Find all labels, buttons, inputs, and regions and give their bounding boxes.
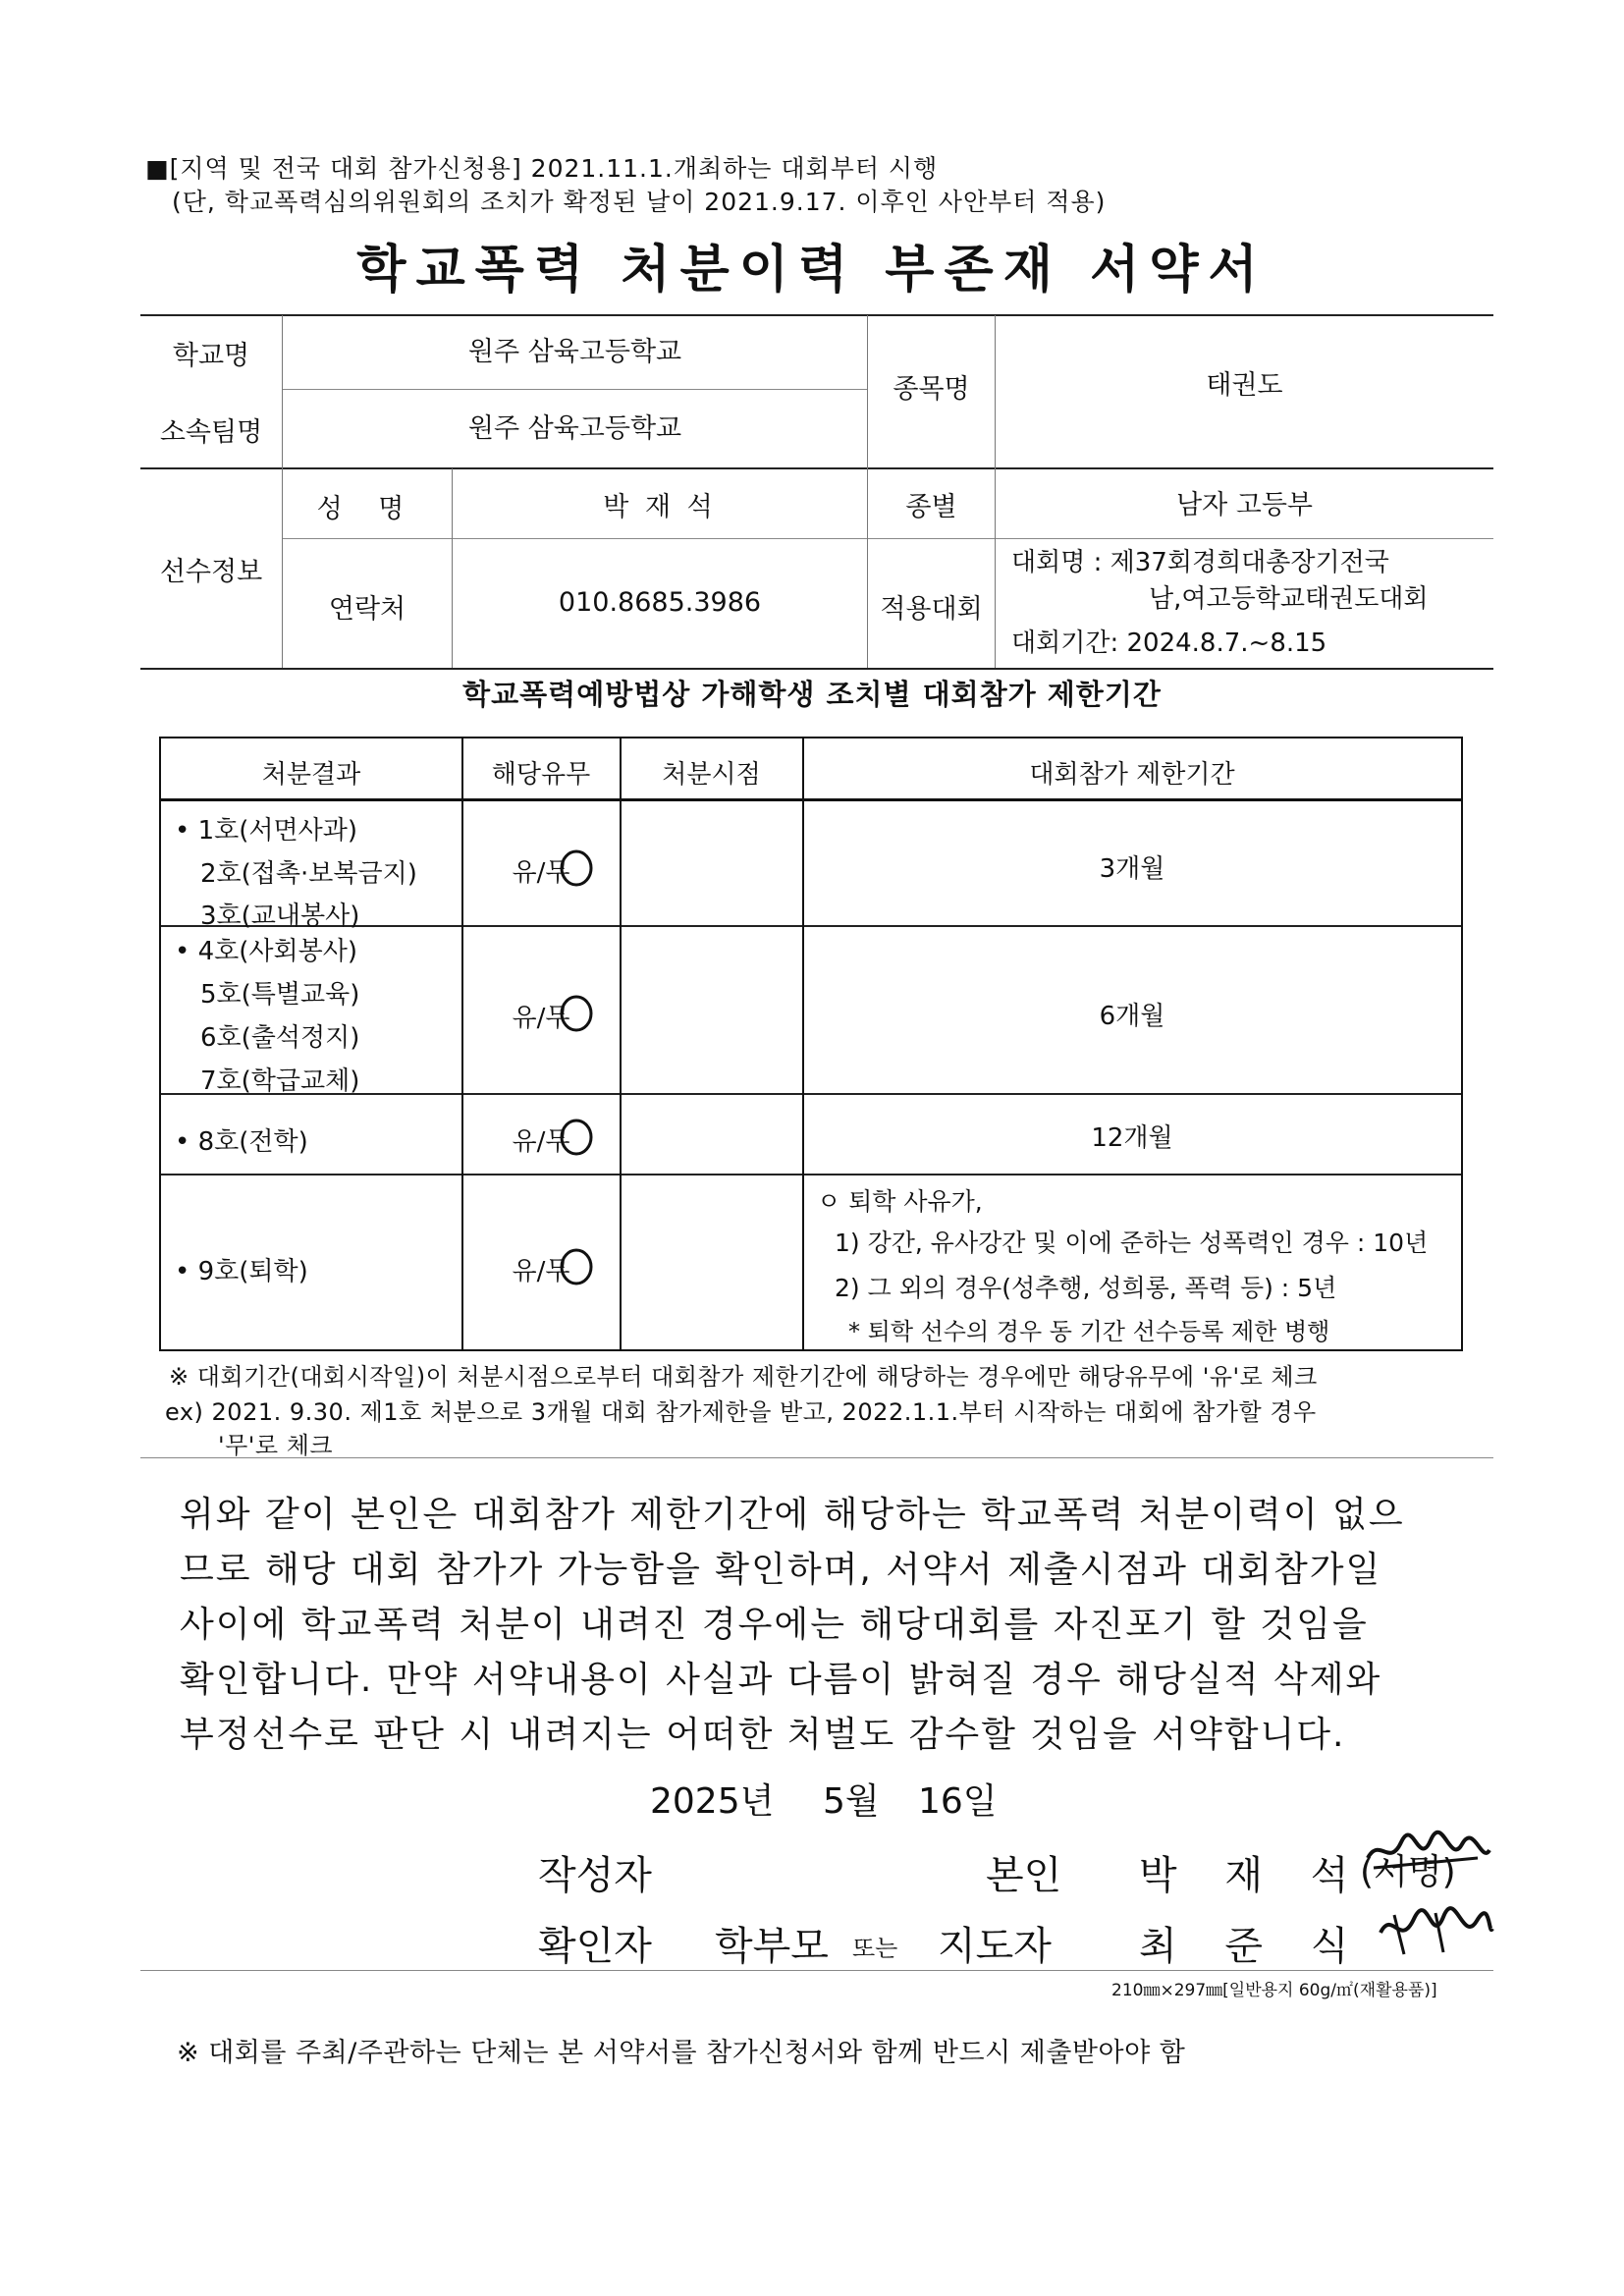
or-label: 또는	[852, 1935, 898, 1962]
divider	[140, 1457, 1493, 1458]
pledge-line: 확인합니다. 만약 서약내용이 사실과 다름이 밝혀질 경우 해당실적 삭제와	[180, 1660, 1382, 1700]
table-row-item: 2호(접촉·보복금지)	[200, 859, 417, 889]
note-2: ex) 2021. 9.30. 제1호 처분으로 3개월 대회 참가제한을 받고, 2022.1.1.부터 시작하는 대회에 참가할 경우	[165, 1398, 1317, 1426]
pledge-line: 므로 해당 대회 참가가 가능함을 확인하며, 서약서 제출시점과 대회참가일	[180, 1550, 1382, 1590]
table-row-item: • 4호(사회봉사)	[175, 937, 358, 966]
restriction-period: 6개월	[1099, 1002, 1165, 1031]
column-header: 처분시점	[662, 760, 761, 790]
circle-mark-icon	[559, 847, 598, 888]
divider	[140, 668, 1493, 670]
self-label: 본인	[986, 1853, 1062, 1898]
paper-spec: 210㎜×297㎜[일반용지 60g/㎡(재활용품)]	[1111, 1981, 1437, 2000]
document-title: 학교폭력 처분이력 부존재 서약서	[356, 241, 1268, 300]
table-row-item: 5호(특별교육)	[200, 980, 360, 1010]
pledge-line: 위와 같이 본인은 대회참가 제한기간에 해당하는 학교폭력 처분이력이 없으	[180, 1495, 1405, 1535]
table-row-item: 3호(교내봉사)	[200, 902, 360, 931]
check-yes-no: 유/무	[512, 1127, 570, 1157]
category-label: 종별	[905, 492, 957, 522]
coach-name: 최 준 식	[1139, 1924, 1367, 1969]
date-year: 2025년	[650, 1781, 775, 1822]
column-header: 처분결과	[261, 760, 361, 790]
restriction-table	[159, 737, 1463, 1351]
header-line-2: (단, 학교폭력심의위원회의 조치가 확정된 날이 2021.9.17. 이후인 사안부터 적용)	[172, 188, 1107, 216]
divider	[161, 798, 1461, 801]
sport-label: 종목명	[893, 374, 970, 405]
pledge-line: 부정선수로 판단 시 내려지는 어떠한 처벌도 감수할 것임을 서약합니다.	[180, 1715, 1346, 1755]
team-label: 소속팀명	[159, 417, 263, 448]
check-yes-no: 유/무	[512, 1004, 570, 1033]
coach-label: 지도자	[938, 1924, 1052, 1969]
expulsion-line: 2) 그 외의 경우(성추행, 성희롱, 폭력 등) : 5년	[835, 1274, 1337, 1302]
player-info-label: 선수정보	[159, 557, 263, 587]
note-1: ※ 대회기간(대회시작일)이 처분시점으로부터 대회참가 제한기간에 해당하는 경우에만 해당유무에 '유'로 체크	[169, 1363, 1318, 1391]
table-row-item: 7호(학급교체)	[200, 1066, 360, 1096]
divider	[802, 738, 804, 1349]
divider	[140, 467, 1493, 469]
header-line-1: ■[지역 및 전국 대회 참가신청용] 2021.11.1.개최하는 대회부터 시행	[145, 154, 939, 183]
signature-scribble-icon	[1375, 1903, 1497, 1964]
school-label: 학교명	[172, 341, 250, 371]
category-value: 남자 고등부	[1176, 490, 1313, 520]
divider	[283, 389, 867, 390]
expulsion-line: ㅇ 퇴학 사유가,	[817, 1187, 983, 1216]
date-month: 5월	[823, 1781, 880, 1822]
table-row-item: • 1호(서면사과)	[175, 816, 358, 846]
divider	[161, 1174, 1461, 1175]
circle-mark-icon	[559, 992, 598, 1033]
table-row-item: • 9호(퇴학)	[175, 1257, 308, 1286]
note-3: '무'로 체크	[218, 1432, 334, 1459]
self-name: 박 재 석	[1139, 1853, 1367, 1898]
team-value: 원주 삼육고등학교	[467, 413, 682, 444]
divider	[140, 314, 1493, 316]
signature-scribble-icon	[1360, 1829, 1497, 1889]
restriction-period: 3개월	[1099, 854, 1165, 884]
expulsion-line: * 퇴학 선수의 경우 동 기간 선수등록 제한 병행	[848, 1318, 1330, 1345]
restriction-period: 12개월	[1091, 1123, 1173, 1153]
parent-label: 학부모	[715, 1924, 829, 1969]
school-value: 원주 삼육고등학교	[467, 337, 682, 367]
divider	[140, 1970, 1493, 1971]
footer-note: ※ 대회를 주최/주관하는 단체는 본 서약서를 참가신청서와 함께 반드시 제출받아야 함	[177, 2038, 1186, 2068]
sign-suffix: (서명)	[1360, 1852, 1456, 1892]
event-period: 대회기간: 2024.8.7.~8.15	[1011, 629, 1327, 658]
pledge-line: 사이에 학교폭력 처분이 내려진 경우에는 해당대회를 자진포기 할 것임을	[180, 1605, 1369, 1645]
table-row-item: • 8호(전학)	[175, 1127, 308, 1157]
event-name-line2: 남,여고등학교태권도대회	[1149, 584, 1429, 614]
event-name-line1: 대회명 : 제37회경희대총장기전국	[1011, 548, 1389, 577]
divider	[620, 738, 622, 1349]
column-header: 해당유무	[491, 760, 591, 790]
name-value: 박 재 석	[603, 492, 717, 522]
table-row-item: 6호(출석정지)	[200, 1023, 360, 1053]
check-yes-no: 유/무	[512, 1257, 570, 1286]
date-day: 16일	[918, 1781, 998, 1822]
confirmer-label: 확인자	[538, 1924, 652, 1969]
sport-value: 태권도	[1206, 370, 1283, 401]
circle-mark-icon	[559, 1116, 598, 1157]
column-header: 대회참가 제한기간	[1029, 760, 1235, 790]
name-label: 성 명	[316, 494, 418, 524]
event-label: 적용대회	[880, 594, 983, 625]
divider	[283, 538, 1493, 539]
writer-label: 작성자	[538, 1853, 652, 1898]
contact-label: 연락처	[328, 594, 406, 625]
restriction-title: 학교폭력예방법상 가해학생 조치별 대회참가 제한기간	[462, 678, 1162, 711]
expulsion-line: 1) 강간, 유사강간 및 이에 준하는 성폭력인 경우 : 10년	[835, 1229, 1429, 1257]
check-yes-no: 유/무	[512, 858, 570, 888]
circle-mark-icon	[559, 1245, 598, 1286]
contact-value: 010.8685.3986	[558, 587, 762, 618]
